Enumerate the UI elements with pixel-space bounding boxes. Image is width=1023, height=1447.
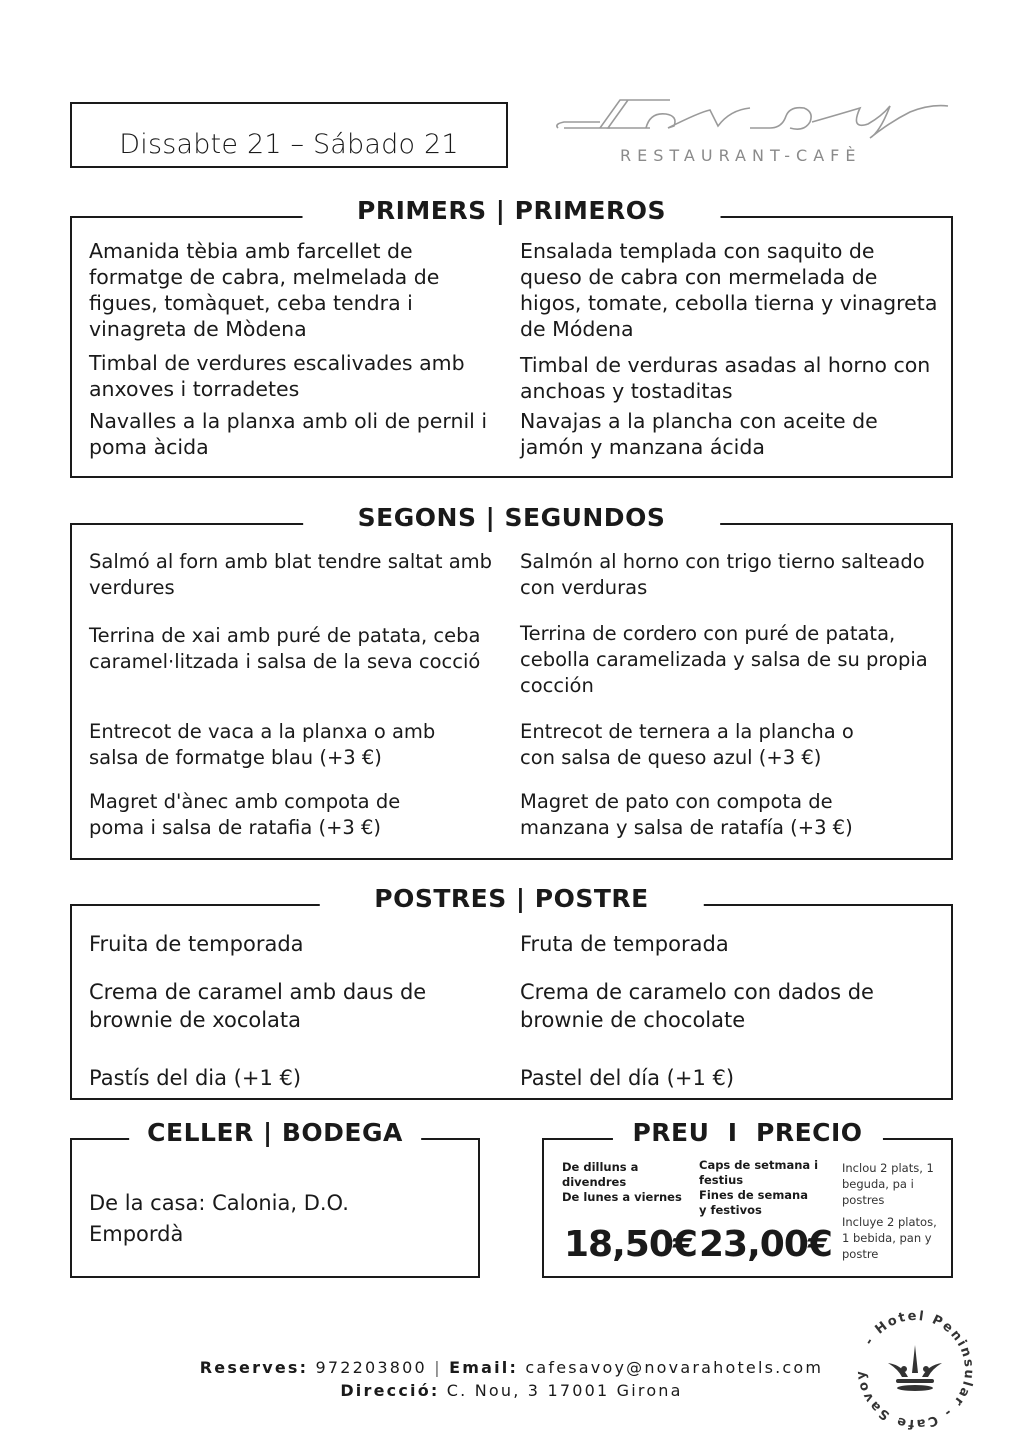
section-title: POSTRES | POSTRE — [319, 884, 703, 913]
address-label: Direcció: — [340, 1381, 440, 1400]
dish-es: Magret de pato con compota de manzana y salsa de ratafía (+3 €) — [520, 790, 853, 839]
menu-date: Dissabte 21 – Sábado 21 — [119, 129, 459, 160]
includes-es: Incluye 2 platos, 1 bebida, pan y postre — [842, 1215, 937, 1261]
weekend-label-ca: Caps de setmana i festius — [699, 1158, 819, 1187]
savoy-logo — [550, 92, 960, 172]
email-link[interactable]: cafesavoy@novarahotels.com — [525, 1358, 824, 1377]
separator: | — [434, 1358, 442, 1377]
dish-es: Crema de caramelo con dados de brownie de chocolate — [520, 980, 874, 1032]
weekday-label-es: De lunes a viernes — [562, 1190, 682, 1204]
dish-es: Timbal de verduras asadas al horno con anchoas y tostaditas — [520, 353, 931, 403]
crown-seal-icon — [850, 1305, 980, 1435]
dish-ca: Salmó al forn amb blat tendre saltat amb verdures — [89, 550, 493, 599]
date-box — [70, 102, 508, 168]
email-label: Email: — [449, 1358, 519, 1377]
dish-ca: Pastís del dia (+1 €) — [89, 1066, 302, 1090]
weekday-price: 18,50€ — [564, 1224, 697, 1265]
address-text: C. Nou, 3 17001 Girona — [446, 1381, 683, 1400]
hotel-seal — [850, 1305, 980, 1435]
wine-text: De la casa: Calonia, D.O. Empordà — [89, 1191, 349, 1246]
dish-es: Pastel del día (+1 €) — [520, 1066, 735, 1090]
weekday-label-ca: De dilluns a divendres — [562, 1160, 639, 1189]
dish-ca: Entrecot de vaca a la planxa o amb salsa de formatge blau (+3 €) — [89, 720, 436, 769]
dish-ca: Fruita de temporada — [89, 932, 304, 956]
section-title: PREU I PRECIO — [612, 1118, 882, 1147]
dish-ca: Terrina de xai amb puré de patata, ceba caramel·litzada i salsa de la seva cocció — [89, 624, 481, 673]
section-celler — [70, 1118, 480, 1278]
section-primers — [70, 196, 953, 478]
weekend-label-es: Fines de semana y festivos — [699, 1188, 809, 1217]
section-segons — [70, 503, 953, 860]
dish-ca: Magret d'ànec amb compota de poma i salsa de ratafia (+3 €) — [89, 790, 401, 839]
dish-es: Salmón al horno con trigo tierno salteado con verduras — [520, 550, 925, 599]
dish-ca: Timbal de verdures escalivades amb anxoves i torradetes — [89, 351, 465, 401]
dish-es: Fruta de temporada — [520, 932, 729, 956]
section-title: SEGONS | SEGUNDOS — [303, 503, 721, 532]
savoy-script-logo — [550, 92, 960, 142]
reserves-label: Reserves: — [199, 1358, 309, 1377]
weekend-price: 23,00€ — [699, 1224, 832, 1265]
section-preu — [542, 1118, 953, 1278]
dish-es: Entrecot de ternera a la plancha o con salsa de queso azul (+3 €) — [520, 720, 854, 769]
dish-es: Ensalada templada con saquito de queso de cabra con mermelada de higos, tomate, cebolla tierna y vinagreta de Módena — [520, 239, 938, 341]
phone-number[interactable]: 972203800 — [315, 1358, 427, 1377]
section-title: CELLER | BODEGA — [129, 1118, 421, 1147]
dish-ca: Amanida tèbia amb farcellet de formatge de cabra, melmelada de figues, tomàquet, ceba tendra i vinagreta de Mòdena — [89, 239, 440, 341]
seal-text: - Hotel Peninsular - Cafe Savoy — [853, 1308, 977, 1432]
section-title: PRIMERS | PRIMEROS — [302, 196, 721, 225]
includes-ca: Inclou 2 plats, 1 beguda, pa i postres — [842, 1161, 934, 1207]
logo-subtitle: RESTAURANT-CAFÈ — [620, 146, 862, 165]
dish-ca: Navalles a la planxa amb oli de pernil i poma àcida — [89, 409, 488, 459]
logo-text: Savoy — [753, 132, 757, 133]
section-postres — [70, 884, 953, 1100]
dish-es: Navajas a la plancha con aceite de jamón y manzana ácida — [520, 409, 878, 459]
dish-es: Terrina de cordero con puré de patata, cebolla caramelizada y salsa de su propia cocción — [520, 622, 928, 697]
weekday-label — [562, 1160, 682, 1205]
weekend-label — [699, 1158, 819, 1218]
dish-ca: Crema de caramel amb daus de brownie de xocolata — [89, 980, 427, 1032]
